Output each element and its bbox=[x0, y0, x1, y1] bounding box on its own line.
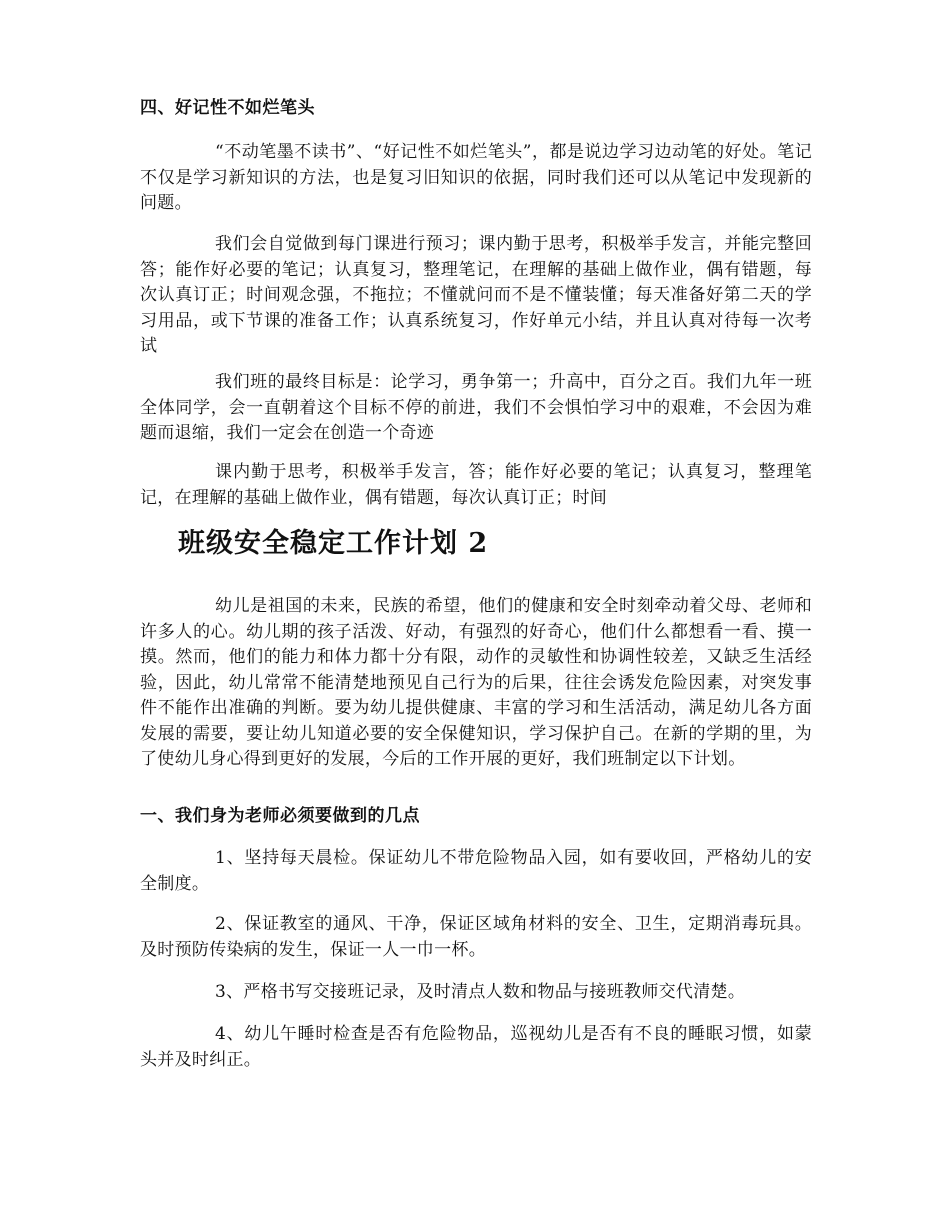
list-item: 3、严格书写交接班记录，及时清点人数和物品与接班教师交代清楚。 bbox=[215, 982, 746, 1002]
paragraph: 我们班的最终目标是：论学习，勇争第一；升高中，百分之百。我们九年一班全体同学，会一直朝着这个目标不停的前进，我们不会惧怕学习中的艰难，不会因为难题而退缩，我们一定会在创造一个奇迹 bbox=[140, 372, 812, 443]
list-item: 2、保证教室的通风、干净，保证区域角材料的安全、卫生，定期消毒玩具。及时预防传染病的发生，保证一人一巾一杯。 bbox=[140, 914, 812, 960]
paragraph: 我们会自觉做到每门课进行预习；课内勤于思考，积极举手发言，并能完整回答；能作好必要的笔记；认真复习，整理笔记，在理解的基础上做作业，偶有错题，每次认真订正；时间观念强，不拖拉；不懂就问而不是不懂装懂；每天准备好第二天的学习用品，或下节课的准备工作；认真系统复习，作好单元小结，并且认真对待每一次考试 bbox=[140, 234, 812, 356]
paragraph: 课内勤于思考，积极举手发言，答；能作好必要的笔记；认真复习，整理笔记，在理解的基础上做作业，偶有错题，每次认真订正；时间 bbox=[140, 462, 812, 508]
section-heading: 四、好记性不如烂笔头 bbox=[140, 98, 315, 118]
list-item: 1、坚持每天晨检。保证幼儿不带危险物品入园，如有要收回，严格幼儿的安全制度。 bbox=[140, 848, 812, 894]
intro-paragraph: 幼儿是祖国的未来，民族的希望，他们的健康和安全时刻牵动着父母、老师和许多人的心。幼儿期的孩子活泼、好动，有强烈的好奇心，他们什么都想看一看、摸一摸。然而，他们的能力和体力都十分有限，动作的灵敏性和协调性较差，又缺乏生活经验，因此，幼儿常常不能清楚地预见自己行为的后果，往往会诱发危险因素，对突发事件不能作出准确的判断。要为幼儿提供健康、丰富的学习和生活活动，满足幼儿各方面发展的需要，要让幼儿知道必要的安全保健知识，学习保护自己。在新的学期的里，为了使幼儿身心得到更好的发展，今后的工作开展的更好，我们班制定以下计划。 bbox=[140, 596, 812, 769]
paragraph: “不动笔墨不读书”、“好记性不如烂笔头”，都是说边学习边动笔的好处。笔记不仅是学习新知识的方法，也是复习旧知识的依据，同时我们还可以从笔记中发现新的问题。 bbox=[140, 142, 812, 213]
list-item: 4、幼儿午睡时检查是否有危险物品，巡视幼儿是否有不良的睡眠习惯，如蒙头并及时纠正。 bbox=[140, 1024, 812, 1070]
document-title: 班级安全稳定工作计划 2 bbox=[178, 528, 489, 559]
section-heading: 一、我们身为老师必须要做到的几点 bbox=[140, 806, 420, 826]
